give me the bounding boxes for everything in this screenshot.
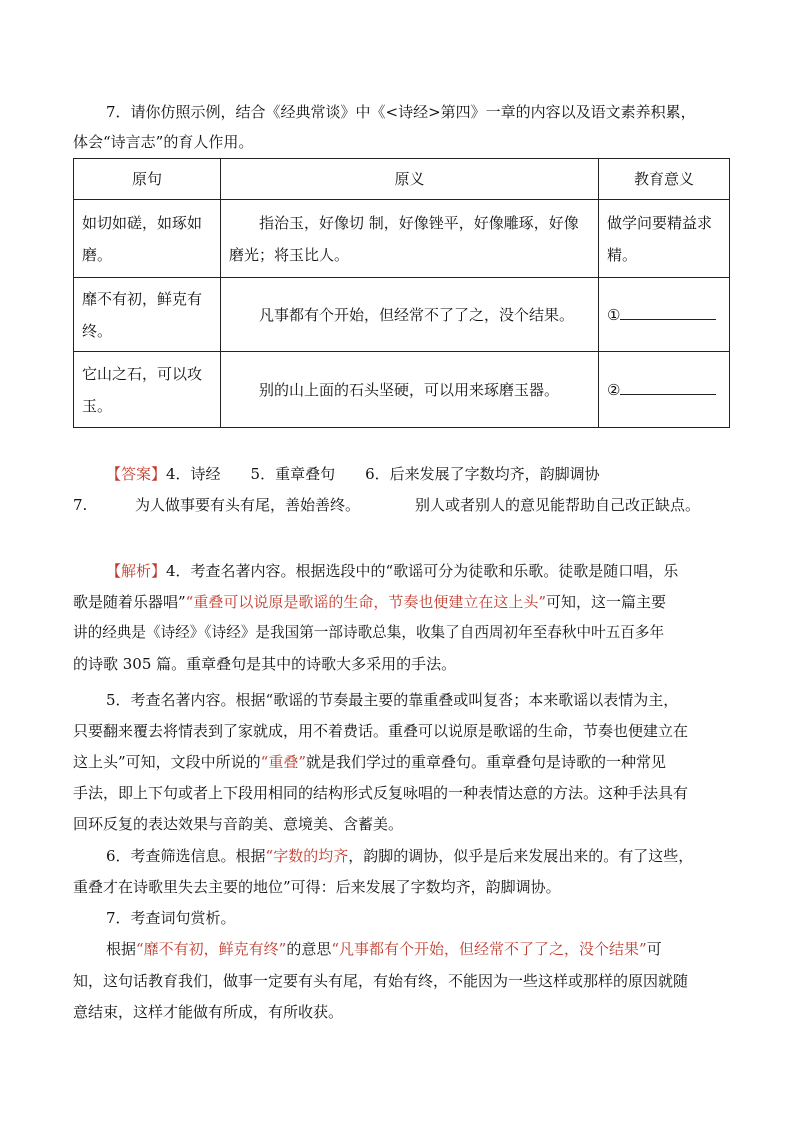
cell-meaning (221, 352, 599, 428)
analysis-quote: “重叠可以说原是歌谣的生命，节奏也便建立在这上头” (185, 593, 547, 611)
question-line-1: 7．请你仿照示例，结合《经典常谈》中《<诗经>第四》一章的内容以及语文素养积累， (106, 103, 696, 121)
analysis-quote: “凡事都有个开始，但经常不了了之，没个结果” (331, 940, 647, 958)
analysis-text: 4．考查名著内容。根据选段中的“歌谣可分为徒歌和乐歌。徒歌是随口唱，乐 (166, 562, 679, 580)
analysis-line (73, 751, 666, 773)
analysis-text: 可 (646, 940, 662, 958)
analysis-line: 意结束，这样才能做有所成，有所收获。 (73, 1003, 344, 1021)
header-original: 原句 (74, 159, 221, 200)
cell-original (74, 278, 221, 352)
question-line-2: 体会“诗言志”的育人作用。 (73, 133, 254, 151)
cell-education (599, 352, 730, 428)
analysis-quote: “字数的均齐 (265, 847, 349, 865)
cell-original (74, 352, 221, 428)
blank-number-2: ② (607, 380, 621, 399)
answer-line-1 (106, 463, 600, 485)
blank-number-1: ① (607, 305, 621, 324)
answer-text-7b: 别人或者别人的意见能帮助自己改正缺点。 (415, 496, 701, 514)
answer-blank-1[interactable] (620, 303, 716, 320)
cell-meaning-text: 指治玉，好像切 制，好像锉平，好像雕琢，好像磨光；将玉比人。 (229, 213, 579, 264)
analysis-line (106, 560, 678, 582)
analysis-text: 6．考查筛选信息。根据 (106, 847, 266, 865)
analysis-quote: “靡不有初，鲜克有终” (136, 940, 287, 958)
analysis-label: 【解析】 (106, 562, 167, 580)
analysis-line: 5．考查名著内容。根据“歌谣的节奏最主要的靠重叠或叫复沓；本来歌谣以表情为主， (106, 691, 679, 709)
table-row (74, 200, 730, 278)
table-row (74, 352, 730, 428)
analysis-line: 重叠才在诗歌里失去主要的地位”可得：后来发展了字数均齐，韵脚调协。 (73, 878, 561, 896)
analysis-line (106, 938, 662, 960)
analysis-line: 7．考查词句赏析。 (106, 909, 236, 927)
cell-original (74, 200, 221, 278)
analysis-text: 就是我们学过的重章叠句。重章叠句是诗歌的一种常见 (306, 753, 667, 771)
answer-text-7a: 为人做事要有头有尾，善始善终。 (135, 496, 361, 514)
analysis-text: 这上头”可知，文段中所说的 (73, 753, 261, 771)
analysis-text: 的意思 (286, 940, 332, 958)
analysis-line: 的诗歌 305 篇。重章叠句是其中的诗歌大多采用的手法。 (73, 655, 457, 673)
question-table (73, 158, 730, 428)
answer-text-1: 4．诗经 5．重章叠句 6．后来发展了字数均齐，韵脚调协 (166, 465, 600, 483)
analysis-line: 只要翻来覆去将情表到了家就成，用不着费话。重叠可以说原是歌谣的生命，节奏也便建立在 (73, 722, 689, 740)
cell-original-text: 它山之石，可以攻玉。 (82, 364, 203, 415)
analysis-line: 手法，即上下句或者上下段用相同的结构形式反复咏唱的一种表情达意的方法。这种手法具有 (73, 784, 689, 802)
cell-meaning-text: 凡事都有个开始，但经常不了了之，没个结果。 (259, 305, 575, 324)
analysis-text: 根据 (106, 940, 137, 958)
cell-education-text: 做学问要精益求精。 (607, 213, 713, 264)
analysis-text: 可知，这一篇主要 (546, 593, 667, 611)
cell-education (599, 278, 730, 352)
cell-original-text: 如切如磋，如琢如磨。 (82, 213, 203, 264)
answer-label: 【答案】 (106, 465, 167, 483)
cell-original-text: 靡不有初，鲜克有终。 (82, 289, 203, 340)
answer-num-7: 7. (73, 496, 88, 514)
header-education: 教育意义 (599, 159, 730, 200)
analysis-text: 歌是随着乐器唱” (73, 593, 186, 611)
analysis-text: ，韵脚的调协，似乎是后来发展出来的。有了这些， (348, 847, 694, 865)
cell-meaning (221, 278, 599, 352)
header-meaning: 原义 (221, 159, 599, 200)
analysis-line: 讲的经典是《诗经》《诗经》是我国第一部诗歌总集，收集了自西周初年至春秋中叶五百多年 (73, 624, 665, 641)
answer-blank-2[interactable] (620, 378, 716, 395)
table-header-row (74, 159, 730, 200)
analysis-line: 回环反复的表达效果与音韵美、意境美、含蓄美。 (73, 815, 404, 833)
table-row (74, 278, 730, 352)
cell-meaning-text: 别的山上面的石头坚硬，可以用来琢磨玉器。 (259, 380, 560, 399)
analysis-quote: “重叠” (260, 753, 307, 771)
analysis-line (73, 591, 666, 613)
cell-meaning (221, 200, 599, 278)
analysis-line (106, 845, 693, 867)
cell-education (599, 200, 730, 278)
analysis-line: 知，这句话教育我们，做事一定要有头有尾，有始有终，不能因为一些这样或那样的原因就随 (73, 972, 689, 990)
